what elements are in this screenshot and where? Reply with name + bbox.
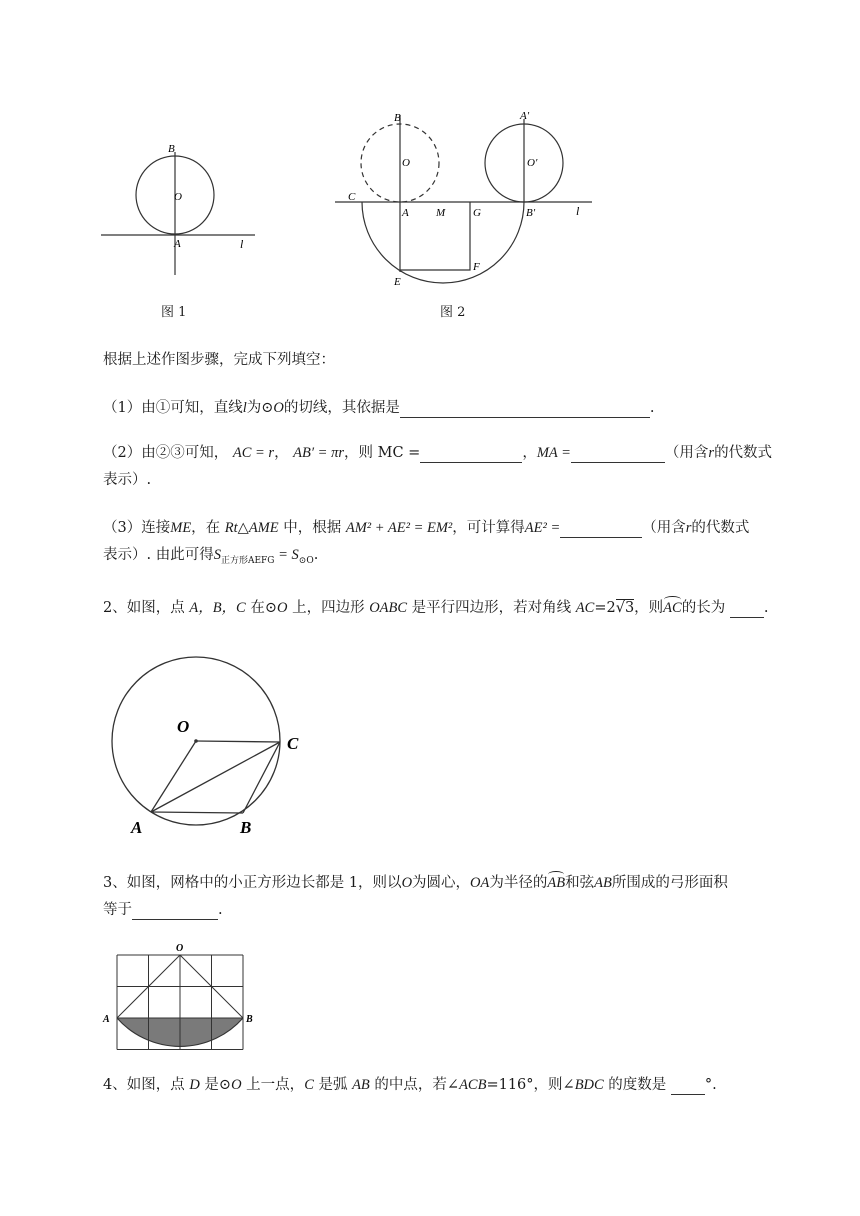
q2-label-c: C xyxy=(287,734,299,753)
fig1-label-a: A xyxy=(174,238,181,250)
figure-2 xyxy=(330,105,595,295)
question-1-part-3-line2: 表示）. 由此可得$S_{正方形AEFG} = S_{⊙O}$. xyxy=(103,547,319,566)
question-1-part-3: （3）连接ME，在 Rt△AME 中，根据 AM² + AE² = EM²，可计算得AE² = （用含r的代数式 xyxy=(103,520,750,536)
fig2-label-c: C xyxy=(348,191,356,203)
answer-blank-q2[interactable] xyxy=(730,601,764,618)
answer-blank-q4[interactable] xyxy=(671,1078,705,1095)
answer-blank-ma[interactable] xyxy=(571,446,665,463)
fig2-label-o: O xyxy=(402,157,410,169)
figure-2-caption: 图 2 xyxy=(440,305,466,320)
intro-text: 根据上述作图步骤，完成下列填空： xyxy=(103,352,335,368)
fig2-label-o-prime: O′ xyxy=(527,157,538,169)
fig2-label-g: G xyxy=(473,207,481,219)
fig1-label-o: O xyxy=(174,191,182,203)
question-3: 3、如图，网格中的小正方形边长都是 1，则以O为圆心，OA为半径的AB和弦AB所围成的弓形面积 xyxy=(103,875,728,891)
fig2-label-b: B xyxy=(394,112,401,124)
question-1-part-1: （1）由①可知，直线l为⊙O的切线，其依据是 . xyxy=(103,400,655,416)
question-1-part-2-line2: 表示）. xyxy=(103,472,152,488)
figure-q2 xyxy=(105,650,315,840)
answer-blank-1-1[interactable] xyxy=(400,401,650,418)
fig2-label-e: E xyxy=(394,276,401,288)
fig1-label-b: B xyxy=(168,143,175,155)
q2-label-a: A xyxy=(131,818,143,837)
question-1-part-2: （2）由②③可知， AC = r， AB′ = πr，则 MC = ，MA = （用含r的代数式 xyxy=(103,445,773,461)
answer-blank-q3[interactable] xyxy=(132,903,218,920)
answer-blank-mc[interactable] xyxy=(420,446,522,463)
figure-q3 xyxy=(100,940,265,1055)
figure-1-caption: 图 1 xyxy=(161,305,187,320)
fig2-label-a: A xyxy=(402,207,409,219)
fig1-label-l: l xyxy=(240,237,244,251)
q2-label-o: O xyxy=(177,717,190,736)
question-2: 2、如图，点 A，B，C 在⊙O 上，四边形 OABC 是平行四边形，若对角线 AC=2√3，则AC的长为 . xyxy=(103,600,769,616)
figure-1 xyxy=(95,138,265,278)
fig2-label-b-prime: B′ xyxy=(526,207,536,219)
q3-label-b: B xyxy=(246,1014,253,1025)
fig2-label-m: M xyxy=(436,207,446,219)
q2-label-b: B xyxy=(240,818,252,837)
fig2-label-l: l xyxy=(576,204,580,218)
fig2-label-a-prime: A′ xyxy=(520,110,530,122)
question-4: 4、如图，点 D 是⊙O 上一点，C 是弧 AB 的中点，若∠ACB=116°，则∠BDC 的度数是 °. xyxy=(103,1077,717,1093)
fig2-label-f: F xyxy=(473,261,480,273)
answer-blank-ae[interactable] xyxy=(560,521,642,538)
q3-label-a: A xyxy=(103,1014,110,1025)
q3-label-o: O xyxy=(176,943,184,954)
question-3-line2: 等于 . xyxy=(103,902,223,918)
